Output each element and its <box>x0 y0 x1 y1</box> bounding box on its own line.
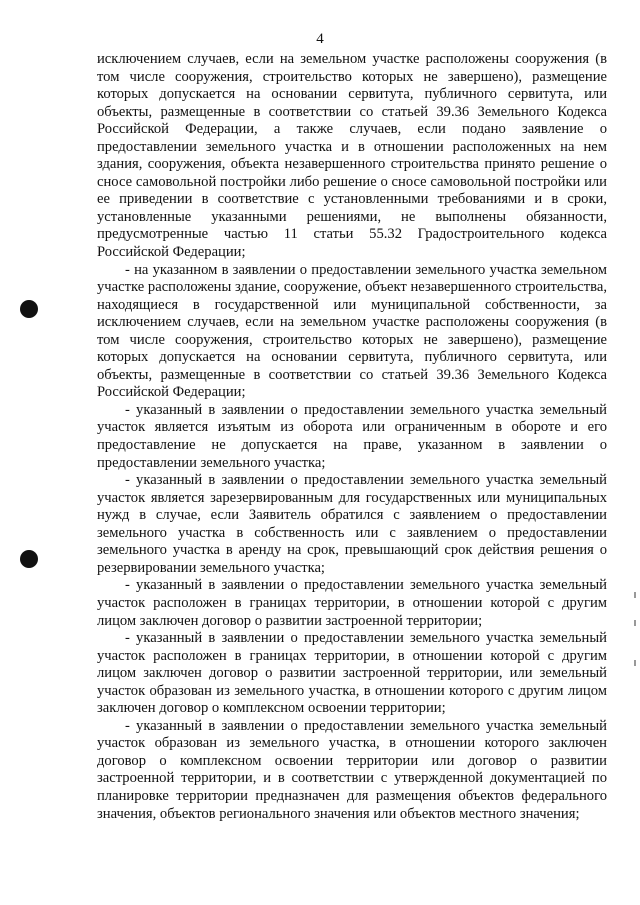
edge-mark <box>634 660 636 666</box>
list-item: - указанный в заявлении о предоставлении земельного участка земельный участок образован из земельного участка, в отношении которого заключен договор о комплексном освоении территории или договор о развитии застроенной территории, и в соответствии с утвержденной документацией по планировке территории предназначен для размещения объектов федерального значения, объектов регионального значения или объектов местного значения; <box>97 717 607 822</box>
paragraph-continuation: исключением случаев, если на земельном участке расположены сооружения (в том числе сооружения, строительство которых не завершено), размещение которых допускается на основании сервитута, публичного сервитута, или объекты, размещенные в соответствии со статьей 39.36 Земельного Кодекса Российской Федерации, а также случаев, если подано заявление о предоставлении земельного участка и в отношении расположенных на нем здания, сооружения, объекта незавершенного строительства принято решение о сносе самовольной постройки либо решение о сносе самовольной постройки или ее приведении в соответствие с установленными требованиями и в сроки, установленные указанными решениями, не выполнены обязанности, предусмотренные частью 11 статьи 55.32 Градостроительного кодекса Российской Федерации; <box>97 51 607 261</box>
list-item: - на указанном в заявлении о предоставлении земельного участка земельном участке расположены здание, сооружение, объект незавершенного строительства, находящиеся в государственной или муниципальной собственности, за исключением случаев, если на земельном участке расположены сооружения (в том числе сооружения, строительство которых не завершено), размещение которых допускается на основании сервитута, публичного сервитута, или объекты, размещенные в соответствии со статьей 39.36 Земельного Кодекса Российской Федерации; <box>97 261 607 401</box>
edge-mark <box>634 620 636 626</box>
document-body <box>97 51 607 823</box>
punch-hole-top <box>20 300 38 318</box>
edge-mark <box>634 592 636 598</box>
list-item: - указанный в заявлении о предоставлении земельного участка земельный участок является зарезервированным для государственных или муниципальных нужд в случае, если Заявитель обратился с заявлением о предоставлении земельного участка в собственность или с заявлением о предоставлении земельного участка в аренду на срок, превышающий срок действия решения о резервировании земельного участка; <box>97 472 607 576</box>
list-item: - указанный в заявлении о предоставлении земельного участка земельный участок является изъятым из оборота или ограниченным в обороте и его предоставление не допускается на праве, указанном в заявлении о предоставлении земельного участка; <box>97 401 607 471</box>
page-number: 4 <box>316 31 324 47</box>
list-item: - указанный в заявлении о предоставлении земельного участка земельный участок расположен в границах территории, в отношении которой с другим лицом заключен договор о развитии застроенной территории, или земельный участок образован из земельного участка, в отношении которого с другим лицом заключен договор о комплексном освоении территории; <box>97 630 607 717</box>
punch-hole-bottom <box>20 550 38 568</box>
list-item: - указанный в заявлении о предоставлении земельного участка земельный участок расположен в границах территории, в отношении которой с другим лицом заключен договор о развитии застроенной территории; <box>97 577 607 629</box>
